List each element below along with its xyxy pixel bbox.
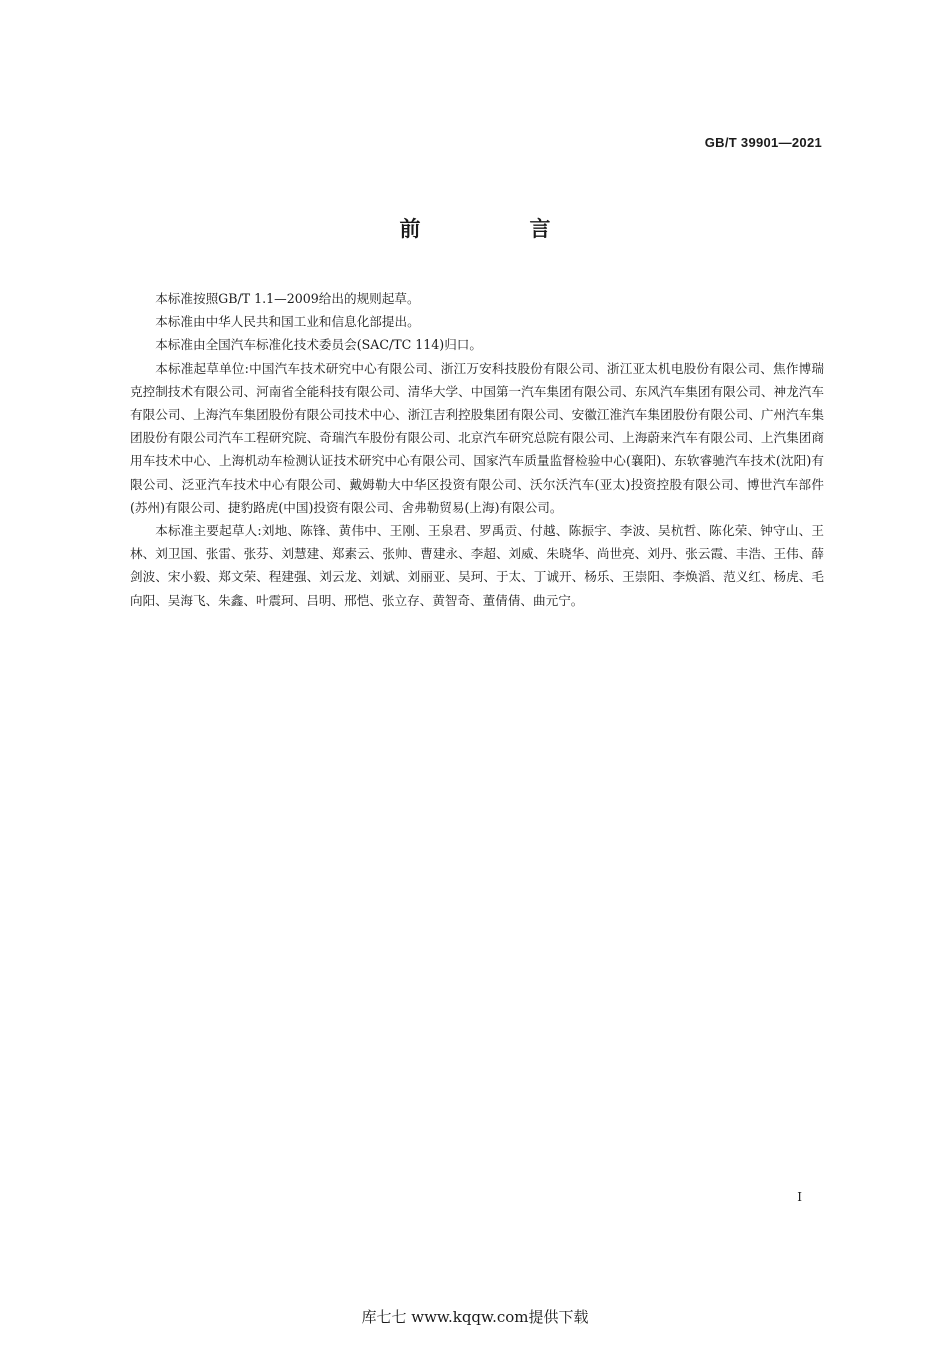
foreword-body (130, 287, 824, 612)
download-source-note: 库七七 www.kqqw.com提供下载 (361, 1308, 589, 1326)
page-number: I (797, 1190, 802, 1204)
paragraph-proposer: 本标准由中华人民共和国工业和信息化部提出。 (155, 314, 420, 330)
paragraph-drafting-rules: 本标准按照GB/T 1.1—2009给出的规则起草。 (155, 291, 420, 306)
page-title: 前 言 (399, 217, 595, 241)
paragraph-drafters: 本标准主要起草人:刘地、陈锋、黄伟中、王刚、王泉君、罗禹贡、付越、陈振宇、李波、吴杭哲、陈化荣、钟守山、王林、刘卫国、张雷、张芬、刘慧建、郑素云、张帅、曹建永、李超、刘威、朱晓华、尚世亮、刘丹、张云霞、丰浩、王伟、薛剑波、宋小毅、郑文荣、程建强、刘云龙、刘斌、刘丽亚、吴珂、于太、丁诚开、杨乐、王崇阳、李焕滔、范义红、杨虎、毛向阳、吴海飞、朱鑫、叶震珂、吕明、邢恺、张立存、黄智奇、董倩倩、曲元宁。 (130, 523, 824, 608)
paragraph-drafting-units: 本标准起草单位:中国汽车技术研究中心有限公司、浙江万安科技股份有限公司、浙江亚太机电股份有限公司、焦作博瑞克控制技术有限公司、河南省全能科技有限公司、清华大学、中国第一汽车集团有限公司、东风汽车集团有限公司、神龙汽车有限公司、上海汽车集团股份有限公司技术中心、浙江吉利控股集团有限公司、安徽江淮汽车集团股份有限公司、广州汽车集团股份有限公司汽车工程研究院、奇瑞汽车股份有限公司、北京汽车研究总院有限公司、上海蔚来汽车有限公司、上汽集团商用车技术中心、上海机动车检测认证技术研究中心有限公司、国家汽车质量监督检验中心(襄阳)、东软睿驰汽车技术(沈阳)有限公司、泛亚汽车技术中心有限公司、戴姆勒大中华区投资有限公司、沃尔沃汽车(亚太)投资控股有限公司、博世汽车部件(苏州)有限公司、捷豹路虎(中国)投资有限公司、舍弗勒贸易(上海)有限公司。 (130, 360, 824, 515)
standard-number: GB/T 39901—2021 (704, 135, 822, 150)
paragraph-administrator: 本标准由全国汽车标准化技术委员会(SAC/TC 114)归口。 (155, 337, 482, 353)
